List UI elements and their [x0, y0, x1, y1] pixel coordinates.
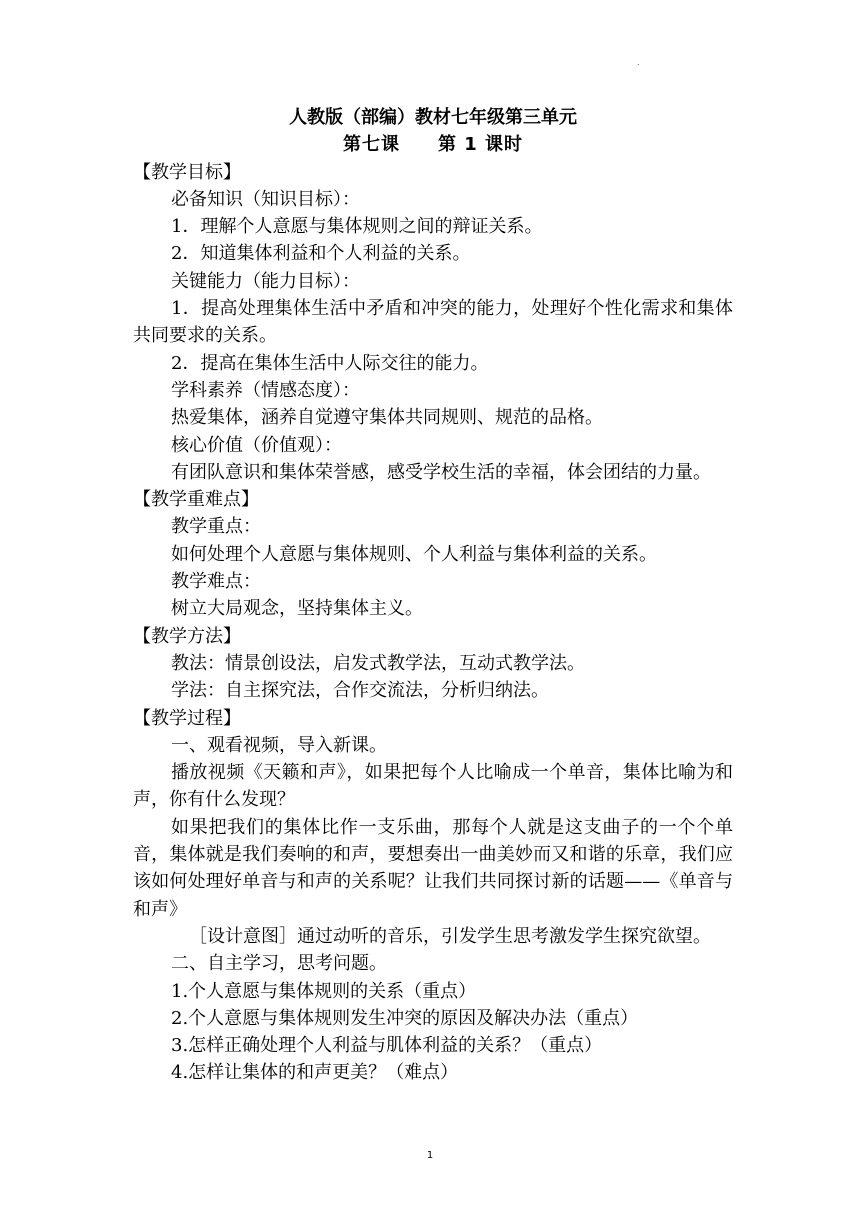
paragraph: 关键能力（能力目标）：	[171, 270, 360, 292]
paragraph: 如何处理个人意愿与集体规则、个人利益与集体利益的关系。	[171, 543, 657, 565]
paragraph: 4.怎样让集体的和声更美？（难点）	[171, 1062, 459, 1084]
section-heading: 【教学目标】	[133, 161, 241, 183]
paragraph: 一、观看视频，导入新课。	[171, 734, 387, 756]
paragraph: 教学重点：	[171, 516, 261, 538]
paragraph: 必备知识（知识目标）：	[171, 188, 360, 210]
section-heading: 【教学方法】	[133, 625, 241, 647]
paragraph: 1．提高处理集体生活中矛盾和冲突的能力，处理好个性化需求和集体共同要求的关系。	[133, 298, 733, 347]
paragraph: 学法：自主探究法，合作交流法，分析归纳法。	[171, 680, 549, 702]
document-title: 人教版（部编）教材七年级第三单元	[289, 107, 577, 128]
paragraph: 2．提高在集体生活中人际交往的能力。	[171, 352, 489, 374]
paragraph: 核心价值（价值观）：	[171, 434, 342, 456]
paragraph: 2.个人意愿与集体规则发生冲突的原因及解决办法（重点）	[171, 1007, 639, 1029]
document-body	[133, 159, 733, 1087]
paragraph: 播放视频《天籁和声》，如果把每个人比喻成一个单音，集体比喻为和声，你有什么发现？	[133, 762, 733, 811]
paragraph: 如果把我们的集体比作一支乐曲，那每个人就是这支曲子的一个个单音，集体就是我们奏响的和声，要想奏出一曲美妙而又和谐的乐章，我们应该如何处理好单音与和声的关系呢？让我们共同探讨新的话题——《单音与和声》	[133, 816, 733, 920]
page-number: 1	[426, 1150, 434, 1161]
paragraph: 有团队意识和集体荣誉感，感受学校生活的幸福，体会团结的力量。	[171, 461, 711, 483]
section-heading: 【教学重难点】	[133, 489, 259, 511]
document-subtitle: 第七课 第 1 课时	[342, 134, 524, 156]
header-mark: .	[637, 58, 640, 67]
paragraph: 1.个人意愿与集体规则的关系（重点）	[171, 980, 477, 1002]
paragraph: 1．理解个人意愿与集体规则之间的辩证关系。	[171, 216, 543, 238]
paragraph: 学科素养（情感态度）：	[171, 379, 360, 401]
paragraph: 树立大局观念，坚持集体主义。	[171, 598, 423, 620]
document-content	[133, 104, 733, 1087]
design-intent-paragraph: ［设计意图］通过动听的音乐，引发学生思考激发学生探究欲望。	[189, 925, 711, 947]
section-heading: 【教学过程】	[133, 707, 241, 729]
paragraph: 教法：情景创设法，启发式教学法，互动式教学法。	[171, 652, 585, 674]
paragraph: 2．知道集体利益和个人利益的关系。	[171, 243, 471, 265]
paragraph: 3.怎样正确处理个人利益与肌体利益的关系？（重点）	[171, 1035, 603, 1057]
paragraph: 热爱集体，涵养自觉遵守集体共同规则、规范的品格。	[171, 407, 603, 429]
paragraph: 二、自主学习，思考问题。	[171, 953, 387, 975]
paragraph: 教学难点：	[171, 571, 261, 593]
